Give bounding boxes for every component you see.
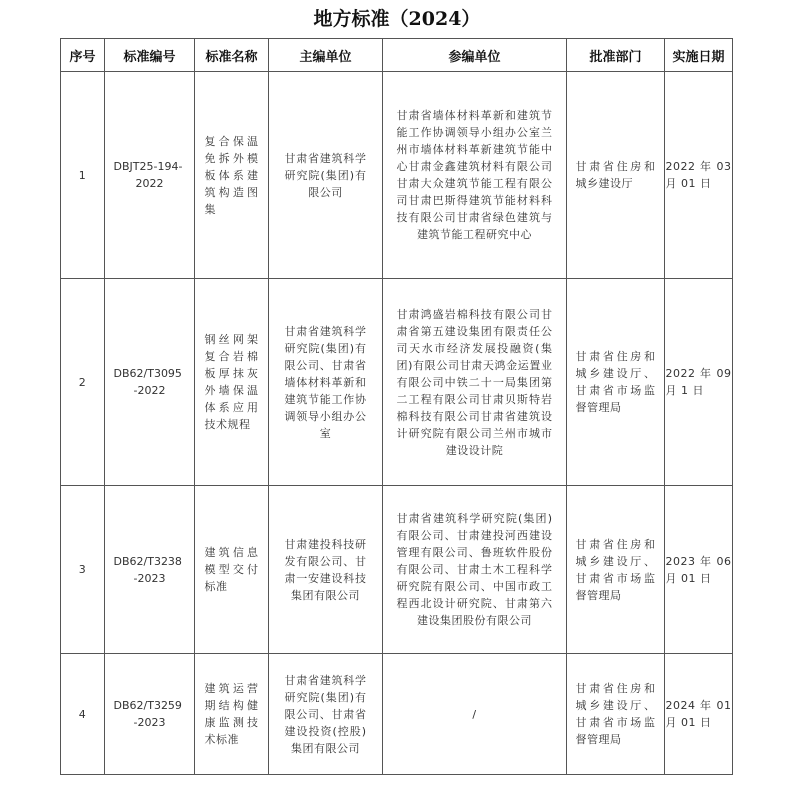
- cell-date: [665, 279, 733, 486]
- cell-code-text: DB62/T3095-2022: [113, 367, 182, 397]
- cell-editor: [269, 279, 383, 486]
- cell-code: [105, 654, 195, 775]
- cell-participants-text: /: [472, 707, 477, 721]
- cell-participants: [383, 72, 567, 279]
- cell-no-text: 4: [78, 707, 87, 721]
- cell-name-text: 复合保温免拆外模板体系建筑构造图集: [204, 134, 259, 216]
- cell-participants-text: 甘肃省墙体材料革新和建筑节能工作协调领导小组办公室兰州市墙体材料革新建筑节能中心甘肃金鑫建筑材料有限公司甘肃大众建筑节能工程有限公司甘肃巴斯得建筑节能材料科技有限公司甘肃省绿色建筑与建筑节能工程研究中心: [396, 109, 553, 241]
- cell-editor: [269, 654, 383, 775]
- cell-no: [61, 654, 105, 775]
- cell-participants: [383, 654, 567, 775]
- cell-participants-text: 甘肃鸿盛岩棉科技有限公司甘肃省第五建设集团有限责任公司天水市经济发展投融资(集团)有限公司甘肃天鸿金运置业有限公司中铁二十一局集团第二工程有限公司甘肃贝斯特岩棉科技有限公司甘肃省建筑设计研究院有限公司兰州市城市建设设计院: [396, 307, 553, 457]
- cell-editor-text: 甘肃省建筑科学研究院(集团)有限公司、甘肃省墙体材料革新和建筑节能工作协调领导小组办公室: [284, 324, 367, 440]
- header-participants: 参编单位: [383, 39, 567, 72]
- cell-code-text: DBJT25-194-2022: [113, 160, 183, 190]
- standards-table: [60, 38, 733, 775]
- cell-name: [195, 654, 269, 775]
- cell-editor: [269, 72, 383, 279]
- cell-editor: [269, 486, 383, 654]
- cell-date-text: 2024 年 01 月 01 日: [665, 699, 732, 729]
- cell-approver-text: 甘肃省住房和城乡建设厅: [575, 160, 656, 190]
- cell-no-text: 2: [78, 375, 87, 389]
- cell-date: [665, 654, 733, 775]
- page-title: 地方标准（2024）: [313, 8, 481, 30]
- header-date: 实施日期: [665, 39, 733, 72]
- cell-approver-text: 甘肃省住房和城乡建设厅、甘肃省市场监督管理局: [575, 350, 656, 414]
- cell-approver: [567, 654, 665, 775]
- table-row: [61, 279, 733, 486]
- header-editor: 主编单位: [269, 39, 383, 72]
- cell-no: [61, 486, 105, 654]
- cell-name: [195, 279, 269, 486]
- cell-approver: [567, 279, 665, 486]
- cell-date: [665, 72, 733, 279]
- cell-code: [105, 72, 195, 279]
- header-no: 序号: [61, 39, 105, 72]
- cell-no: [61, 279, 105, 486]
- cell-approver: [567, 72, 665, 279]
- table-row: [61, 654, 733, 775]
- cell-code-text: DB62/T3259-2023: [113, 699, 182, 729]
- header-name: 标准名称: [195, 39, 269, 72]
- table-row: [61, 72, 733, 279]
- cell-name-text: 建筑运营期结构健康监测技术标准: [204, 682, 259, 746]
- cell-name-text: 钢丝网架复合岩棉板厚抹灰外墙保温体系应用技术规程: [204, 333, 259, 431]
- cell-no-text: 1: [78, 168, 87, 182]
- cell-approver-text: 甘肃省住房和城乡建设厅、甘肃省市场监督管理局: [575, 537, 656, 602]
- cell-editor-text: 甘肃建投科技研发有限公司、甘肃一安建设科技集团有限公司: [284, 537, 367, 602]
- header-code: 标准编号: [105, 39, 195, 72]
- cell-approver: [567, 486, 665, 654]
- cell-name: [195, 486, 269, 654]
- cell-date-text: 2022 年 09 月 1 日: [665, 367, 732, 397]
- cell-name: [195, 72, 269, 279]
- cell-participants: [383, 486, 567, 654]
- table-row: [61, 486, 733, 654]
- cell-approver-text: 甘肃省住房和城乡建设厅、甘肃省市场监督管理局: [575, 682, 656, 746]
- cell-code: [105, 486, 195, 654]
- cell-code-text: DB62/T3238-2023: [113, 554, 182, 585]
- cell-editor-text: 甘肃省建筑科学研究院(集团)有限公司: [284, 151, 367, 199]
- cell-no-text: 3: [78, 563, 87, 576]
- cell-participants-text: 甘肃省建筑科学研究院(集团)有限公司、甘肃建投河西建设管理有限公司、鲁班软件股份有限公司、甘肃土木工程科学研究院有限公司、中国市政工程西北设计研究院、甘肃第六建设集团股份有限公司: [396, 512, 553, 627]
- table-header-row: [61, 39, 733, 72]
- cell-no: [61, 72, 105, 279]
- cell-date: [665, 486, 733, 654]
- cell-date-text: 2023 年 06 月 01 日: [665, 554, 732, 585]
- cell-code: [105, 279, 195, 486]
- cell-name-text: 建筑信息模型交付标准: [204, 546, 259, 593]
- cell-date-text: 2022 年 03 月 01 日: [665, 160, 732, 190]
- cell-editor-text: 甘肃省建筑科学研究院(集团)有限公司、甘肃省建设投资(控股)集团有限公司: [284, 673, 367, 755]
- header-approver: 批准部门: [567, 39, 665, 72]
- cell-participants: [383, 279, 567, 486]
